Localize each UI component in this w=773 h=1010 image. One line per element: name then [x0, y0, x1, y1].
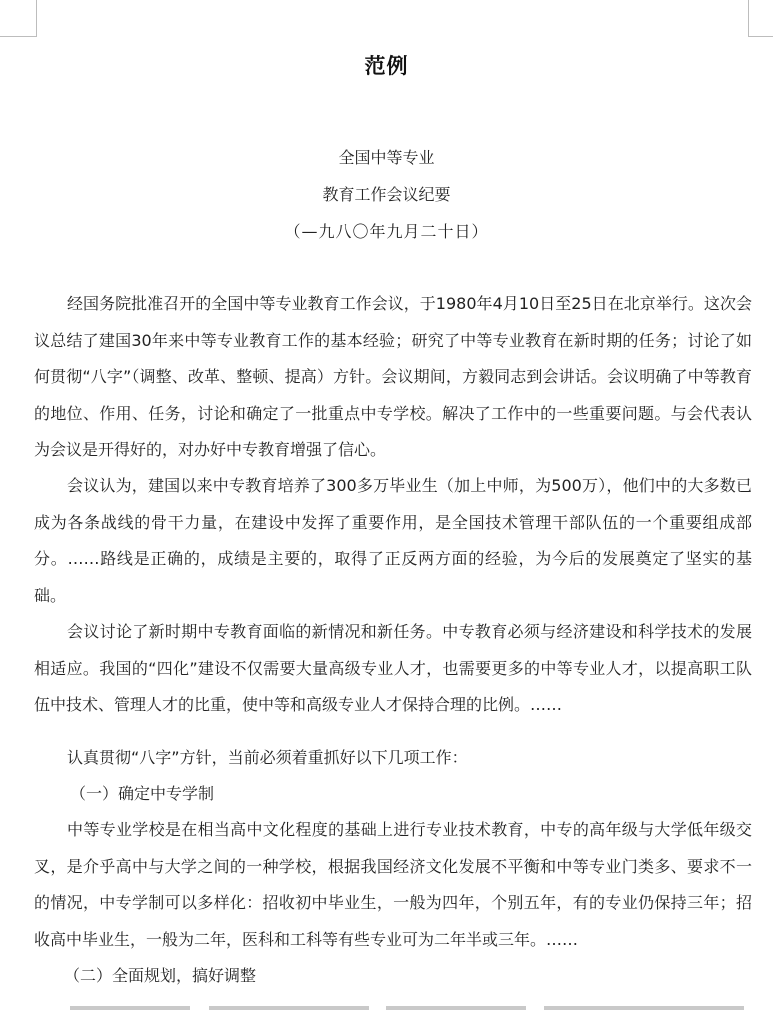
- subtitle-line-2: 教育工作会议纪要: [322, 185, 451, 204]
- paragraph-2: 会议认为，建国以来中专教育培养了300多万毕业生（加上中师，为500万），他们中的大多数已成为各条战线的骨干力量，在建设中发挥了重要作用，是全国技术管理干部队伍的一个重要组成部分。……路线是正确的，成绩是主要的，取得了正反两方面的经验，为今后的发展奠定了坚实的基础。: [34, 476, 752, 605]
- subtitle-line-1: 全国中等专业: [338, 148, 435, 167]
- paragraph-5: 中等专业学校是在相当高中文化程度的基础上进行专业技术教育，中专的高年级与大学低年级交叉，是介乎高中与大学之间的一种学校，根据我国经济文化发展不平衡和中等专业门类多、要求不一的情况，中专学制可以多样化：招收初中毕业生，一般为四年，个别五年，有的专业仍保持三年；招收高中毕业生，一般为二年，医科和工科等有些专业可为二年半或三年。……: [34, 820, 752, 949]
- crop-mark-top-right: [748, 0, 773, 37]
- paragraph-3: 会议讨论了新时期中专教育面临的新情况和新任务。中专教育必须与经济建设和科学技术的发展相适应。我国的“四化”建设不仅需要大量高级专业人才，也需要更多的中等专业人才，以提高职工队伍中技术、管理人才的比重，使中等和高级专业人才保持合理的比例。……: [34, 622, 752, 714]
- cut-off-text-line: [34, 998, 752, 1010]
- document-title: 范例: [364, 54, 409, 78]
- paragraph-4: 认真贯彻“八字”方针，当前必须着重抓好以下几项工作：: [67, 748, 468, 767]
- paragraph-1: 经国务院批准召开的全国中等专业教育工作会议，于1980年4月10日至25日在北京举行。这次会议总结了建国30年来中等专业教育工作的基本经验；研究了中等专业教育在新时期的任务；讨论了如何贯彻“八字”（调整、改革、整顿、提高）方针。会议期间，方毅同志到会讲话。会议明确了中等教育的地位、作用、任务，讨论和确定了一批重点中专学校。解决了工作中的一些重要问题。与会代表认为会议是开得好的，对办好中专教育增强了信心。: [34, 294, 752, 459]
- crop-mark-top-left: [0, 0, 37, 37]
- section-heading-1: （一）确定中专学制: [70, 784, 215, 803]
- subtitle-date: （—九八〇年九月二十日）: [284, 222, 489, 241]
- section-heading-2: （二）全面规划，搞好调整: [64, 966, 257, 985]
